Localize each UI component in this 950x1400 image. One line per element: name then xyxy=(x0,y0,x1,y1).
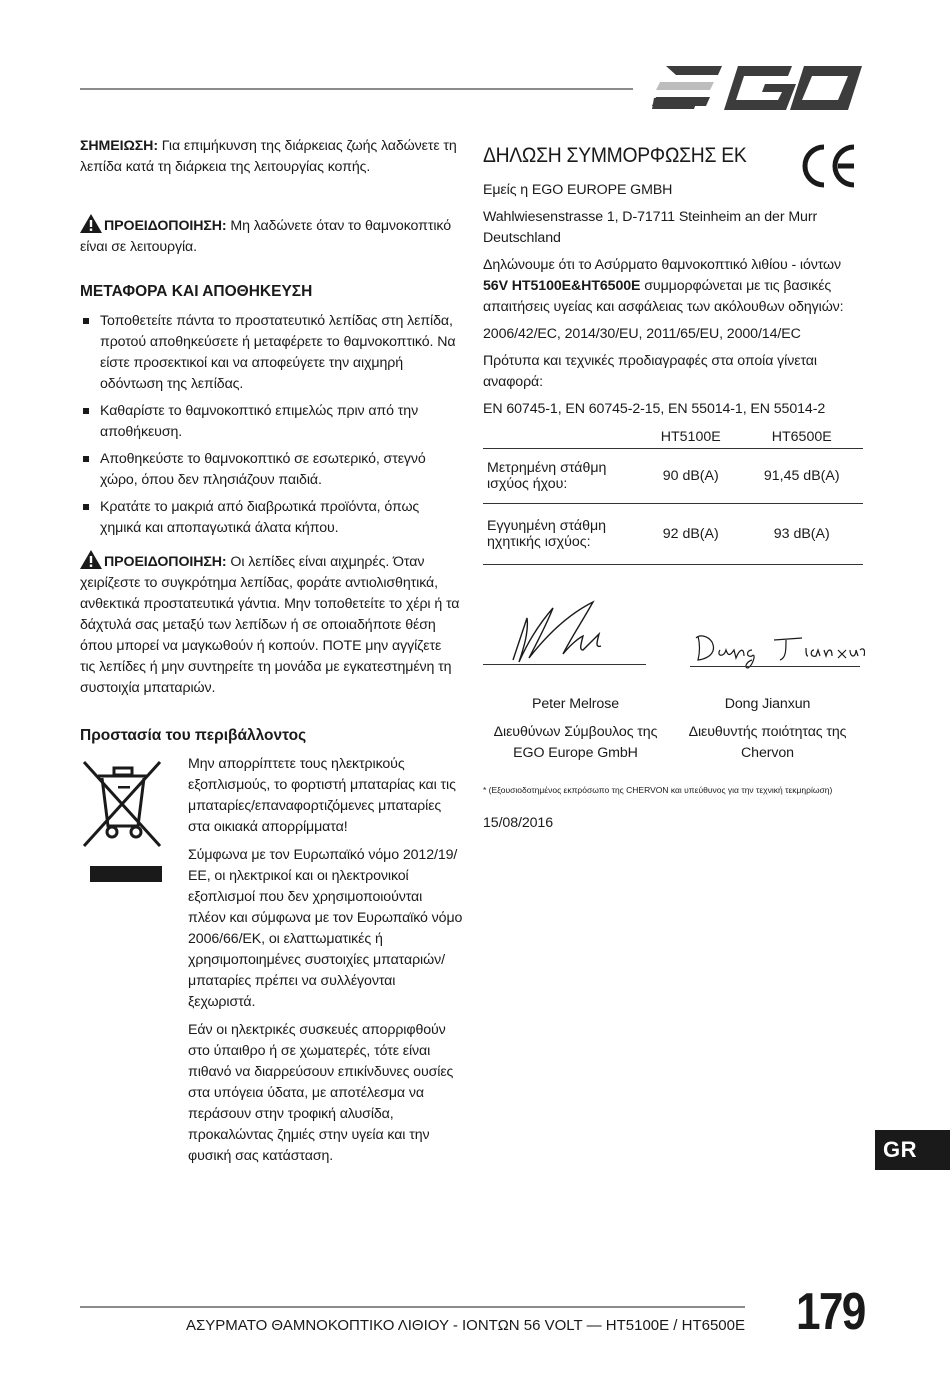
list-item: Καθαρίστε το θαμνοκοπτικό επιμελώς πριν από την αποθήκευση. xyxy=(80,401,460,443)
signature-2 xyxy=(690,628,865,670)
env-paragraph: Μην απορρίπτετε τους ηλεκτρικούς εξοπλισμούς, το φορτιστή μπαταρίας και τις μπαταρίες/επαναφορτιζόμενες μπαταρίες στα οικιακά απορρίμματα! xyxy=(188,756,456,835)
table-header: HT6500E xyxy=(740,427,863,449)
warning-block-1 xyxy=(80,214,460,258)
ego-logo xyxy=(652,62,862,114)
signer-2-name: Dong Jianxun xyxy=(724,696,811,712)
signature-line xyxy=(690,666,860,667)
warning-triangle-icon xyxy=(80,550,102,569)
signer-1-title: Διευθύνων Σύμβουλος της EGO Europe GmbH xyxy=(493,724,658,761)
declaration-title: ΔΗΛΩΣΗ ΣΥΜΜΟΡΦΩΣΗΣ ΕΚ xyxy=(483,144,747,167)
signer-1 xyxy=(483,694,668,764)
environment-heading: Προστασία του περιβάλλοντος xyxy=(80,727,307,744)
warning1-text: Μη λαδώνετε όταν το θαμνοκοπτικό είναι σε λειτουργία. xyxy=(80,218,451,255)
list-item: Τοποθετείτε πάντα το προστατευτικό λεπίδας στη λεπίδα, προτού αποθηκεύσετε ή μεταφέρετε το θαμνοκοπτικό. Να είστε προσεκτικοί και να αποφεύγετε την αιχμηρή οδόντωση της λεπίδας. xyxy=(80,311,460,395)
env-paragraph: Εάν οι ηλεκτρικές συσκευές απορριφθούν στο ύπαιθρο ή σε χωματερές, τότε είναι πιθανό να διαρρεύσουν επικίνδυνες ουσίες στα υπόγεια ύδατα, με αποτέλεσμα να περάσουν στην τροφική αλυσίδα, προκαλώντας ζημιές στην υγεία και την φυσική σας κατάσταση. xyxy=(188,1022,454,1164)
note-text: Για επιμήκυνση της διάρκειας ζωής λαδώνετε τη λεπίδα κατά τη διάρκεια της λειτουργίας κοπής. xyxy=(80,138,457,175)
note-label: ΣΗΜΕΙΩΣΗ: xyxy=(80,138,158,154)
table-header xyxy=(483,427,641,449)
statement-post: συμμορφώνεται με τις βασικές απαιτήσεις υγείας και ασφάλειας των ακόλουθων οδηγιών: xyxy=(483,278,844,315)
transport-heading: ΜΕΤΑΦΟΡΑ ΚΑΙ ΑΠΟΘΗΚΕΥΣΗ xyxy=(80,283,313,300)
list-item: Αποθηκεύστε το θαμνοκοπτικό σε εσωτερικό, στεγνό χώρο, όπου δεν πλησιάζουν παιδιά. xyxy=(80,449,460,491)
noise-table xyxy=(483,427,863,565)
signature-1-image xyxy=(483,598,648,668)
table-cell: 93 dB(A) xyxy=(740,504,863,565)
declaration-body xyxy=(483,180,863,420)
note-block xyxy=(80,136,460,178)
footer-rule xyxy=(80,1306,745,1308)
warning-block-2 xyxy=(80,550,460,699)
table-cell: 92 dB(A) xyxy=(641,504,740,565)
table-cell: Εγγυημένη στάθμη ηχητικής ισχύος: xyxy=(483,504,641,565)
declaration-address: Wahlwiesenstrasse 1, D-71711 Steinheim an der Murr Deutschland xyxy=(483,209,818,246)
declaration-statement xyxy=(483,255,863,318)
standards: EN 60745-1, EN 60745-2-15, EN 55014-1, EN 55014-2 xyxy=(483,401,826,417)
standards-label: Πρότυπα και τεχνικές προδιαγραφές στα οποία γίνεται αναφορά: xyxy=(483,353,817,390)
table-row xyxy=(483,449,863,504)
warning2-text: Οι λεπίδες είναι αιχμηρές. Όταν χειρίζεστε το συγκρότημα λεπίδας, φοράτε αντιολισθητικά, ανθεκτικά προστατευτικά γάντια. Μην τοποθετείτε το χέρι ή τα δάχτυλά σας μεταξύ των λεπίδων ή σε οποιαδήποτε θέση όπου μπορεί να μαγκωθούν ή κοπούν. ΠΟΤΕ μην αγγίζετε τις λεπίδες ή μην συντηρείτε τη μονάδα με εγκατεστημένη τη συστοιχία μπαταριών. xyxy=(80,554,460,696)
table-cell: 90 dB(A) xyxy=(641,449,740,504)
signature-line xyxy=(483,664,646,665)
signer-1-name: Peter Melrose xyxy=(531,696,619,712)
signature-1 xyxy=(483,598,648,668)
statement-pre: Δηλώνουμε ότι το Ασύρματο θαμνοκοπτικό λιθίου - ιόντων xyxy=(483,257,842,273)
warning2-label: ΠΡΟΕΙΔΟΠΟΙΗΣΗ: xyxy=(104,554,227,570)
language-tab: GR xyxy=(875,1130,950,1170)
signature-2-image xyxy=(690,628,865,670)
footnote: * (Εξουσιοδοτημένος εκπρόσωπο της CHERVON και υπεύθυνος για την τεχνική τεκμηρίωση) xyxy=(483,785,833,795)
weee-crossed-bin-icon xyxy=(80,756,166,886)
table-header: HT5100E xyxy=(641,427,740,449)
list-item: Κρατάτε το μακριά από διαβρωτικά προϊόντα, όπως χημικά και αποπαγωτικά άλατα κήπου. xyxy=(80,497,460,539)
page-number: 179 xyxy=(796,1283,865,1341)
transport-list xyxy=(80,311,460,545)
declaration-we: Εμείς η EGO EUROPE GMBH xyxy=(483,182,673,198)
table-row xyxy=(483,504,863,565)
table-cell: 91,45 dB(A) xyxy=(740,449,863,504)
env-paragraph: Σύμφωνα με τον Ευρωπαϊκό νόμο 2012/19/ΕΕ, οι ηλεκτρικοί και οι ηλεκτρονικοί εξοπλισμοί που δεν χρησιμοποιούνται πλέον και σύμφωνα με τον Ευρωπαϊκό νόμο 2006/66/ΕΚ, οι ελαττωματικές ή χρησιμοποιημένες συστοιχίες μπαταριών/μπαταρίες πρέπει να συλλέγονται ξεχωριστά. xyxy=(188,847,463,1010)
warning1-label: ΠΡΟΕΙΔΟΠΟΙΗΣΗ: xyxy=(104,218,227,234)
environment-text xyxy=(188,754,463,1174)
declaration-date: 15/08/2016 xyxy=(483,815,554,831)
footer-text: ΑΣΥΡΜΑΤΟ ΘΑΜΝΟΚΟΠΤΙΚΟ ΛΙΘΙΟΥ - ΙΟΝΤΩΝ 56 VOLT — HT5100E / HT6500E xyxy=(186,1317,745,1334)
statement-models: 56V HT5100E&HT6500E xyxy=(483,278,641,294)
signer-2 xyxy=(680,694,855,764)
directives: 2006/42/EC, 2014/30/EU, 2011/65/EU, 2000/14/EC xyxy=(483,326,801,342)
header-rule xyxy=(80,88,633,90)
table-cell: Μετρημένη στάθμη ισχύος ήχου: xyxy=(483,449,641,504)
warning-triangle-icon xyxy=(80,214,102,233)
signer-2-title: Διευθυντής ποιότητας της Chervon xyxy=(688,724,847,761)
ego-logo-icon xyxy=(652,62,862,114)
